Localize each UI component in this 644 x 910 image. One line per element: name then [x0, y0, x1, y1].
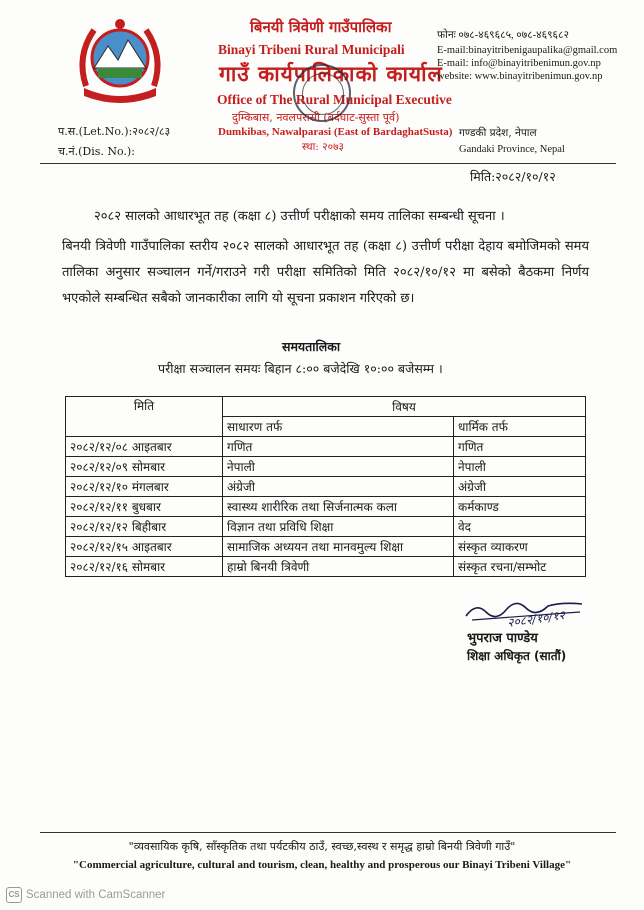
email-primary[interactable]: E-mail:binayitribenigaupalika@gmail.com: [437, 45, 618, 56]
province-np: गण्डकी प्रदेश, नेपाल: [459, 127, 537, 139]
row-date: २०८२/१२/११ बुधबार: [66, 497, 223, 517]
row-date: २०८२/१२/१२ बिहीबार: [66, 517, 223, 537]
table-row: [66, 537, 586, 557]
signatory-name: भुपराज पाण्डेय: [467, 631, 538, 646]
row-religious-subject: नेपाली: [454, 457, 586, 477]
row-general-subject: सामाजिक अध्ययन तथा मानवमुल्य शिक्षा: [223, 537, 454, 557]
phone-number: फोनः ०७८-४६९६८५, ०७८-४६९६८२: [437, 30, 569, 41]
website-link[interactable]: website: www.binayitribenimun.gov.np: [437, 71, 603, 82]
address-en: Dumkibas, Nawalparasi (East of BardaghatSusta): [218, 126, 453, 138]
table-row: [66, 477, 586, 497]
camscanner-watermark: [6, 887, 165, 903]
nepal-emblem-icon: [72, 16, 168, 108]
table-row: [66, 497, 586, 517]
table-row: [66, 557, 586, 577]
letter-number: प.स.(Let.No.):२०८२/८३: [58, 125, 171, 138]
signature-date: २०८२/१०/१२: [506, 608, 566, 630]
footer-divider: [40, 832, 616, 833]
row-religious-subject: कर्मकाण्ड: [454, 497, 586, 517]
header-divider: [40, 163, 616, 164]
office-name-np: गाउँ कार्यपालिकाको कार्याल: [219, 61, 443, 86]
camscanner-logo-icon: CS: [6, 887, 22, 903]
row-general-subject: हाम्रो बिनयी त्रिवेणी: [223, 557, 454, 577]
row-religious-subject: गणित: [454, 437, 586, 457]
row-date: २०८२/१२/१५ आइतबार: [66, 537, 223, 557]
header-subject: विषय: [223, 397, 586, 417]
row-general-subject: विज्ञान तथा प्रविधि शिक्षा: [223, 517, 454, 537]
footer-slogan-en: "Commercial agriculture, cultural and tourism, clean, healthy and prosperous our Binayi Tribeni Village": [72, 859, 572, 871]
table-title: समयतालिका: [282, 339, 341, 354]
row-general-subject: स्वास्थ्य शारीरिक तथा सिर्जनात्मक कला: [223, 497, 454, 517]
row-general-subject: गणित: [223, 437, 454, 457]
row-religious-subject: वेद: [454, 517, 586, 537]
municipality-name-en: Binayi Tribeni Rural Municipali: [218, 42, 405, 57]
notice-subject: २०८२ सालको आधारभूत तह (कक्षा ८) उत्तीर्ण परीक्षाको समय तालिका सम्बन्धी सूचना ।: [94, 209, 505, 224]
camscanner-text: Scanned with CamScanner: [26, 889, 166, 901]
dispatch-number: च.नं.(Dis. No.):: [58, 145, 135, 158]
row-general-subject: नेपाली: [223, 457, 454, 477]
address-np: दुम्किबास, नवलपरासी (बर्दघाट-सुस्ता पूर्व): [232, 111, 400, 124]
header-general: साधारण तर्फ: [223, 417, 454, 437]
exam-time: परीक्षा सञ्चालन समयः बिहान ८:०० बजेदेखि १०:०० बजेसम्म ।: [158, 361, 443, 376]
notice-body: बिनयी त्रिवेणी गाउँपालिका स्तरीय २०८२ सालको आधारभूत तह (कक्षा ८) उत्तीर्ण परीक्षा देहाय बमोजिमको समय तालिका अनुसार सञ्चालन गर्ने/गराउने गरी परीक्षा समितिको मिति २०८२/१०/१२ मा बसेको बैठकमा निर्णय भएकोले सम्बन्धित सबैको जानकारीका लागि यो सूचना प्रकाशन गरिएको छ।: [62, 239, 589, 306]
established-year: स्था: २०७३: [302, 141, 345, 153]
row-religious-subject: अंग्रेजी: [454, 477, 586, 497]
header-religious: धार्मिक तर्फ: [454, 417, 586, 437]
notice-date: मिति:२०८२/१०/१२: [470, 169, 556, 184]
table-row: [66, 517, 586, 537]
email-secondary[interactable]: E-mail: info@binayitribenimun.gov.np: [437, 58, 601, 69]
office-stamp-icon: [293, 64, 351, 122]
footer-slogan-np: "व्यवसायिक कृषि, साँस्कृतिक तथा पर्यटकीय ठाउँ, स्वच्छ,स्वस्थ र समृद्ध हाम्रो बिनयी त्रिवेणी गाउँ": [128, 840, 516, 853]
row-religious-subject: संस्कृत व्याकरण: [454, 537, 586, 557]
exam-schedule-table: [65, 396, 586, 577]
municipality-name-np: बिनयी त्रिवेणी गाउँपालिका: [250, 18, 392, 36]
header-date: मिति: [66, 397, 223, 437]
row-date: २०८२/१२/०९ सोमबार: [66, 457, 223, 477]
row-date: २०८२/१२/१६ सोमबार: [66, 557, 223, 577]
table-row: [66, 437, 586, 457]
table-row: [66, 457, 586, 477]
signatory-title: शिक्षा अधिकृत (सातौं): [467, 649, 567, 663]
row-religious-subject: संस्कृत रचना/सम्भोट: [454, 557, 586, 577]
row-date: २०८२/१२/१० मंगलबार: [66, 477, 223, 497]
row-general-subject: अंग्रेजी: [223, 477, 454, 497]
office-name-en: Office of The Rural Municipal Executive: [217, 92, 452, 107]
province-en: Gandaki Province, Nepal: [459, 144, 565, 155]
row-date: २०८२/१२/०८ आइतबार: [66, 437, 223, 457]
